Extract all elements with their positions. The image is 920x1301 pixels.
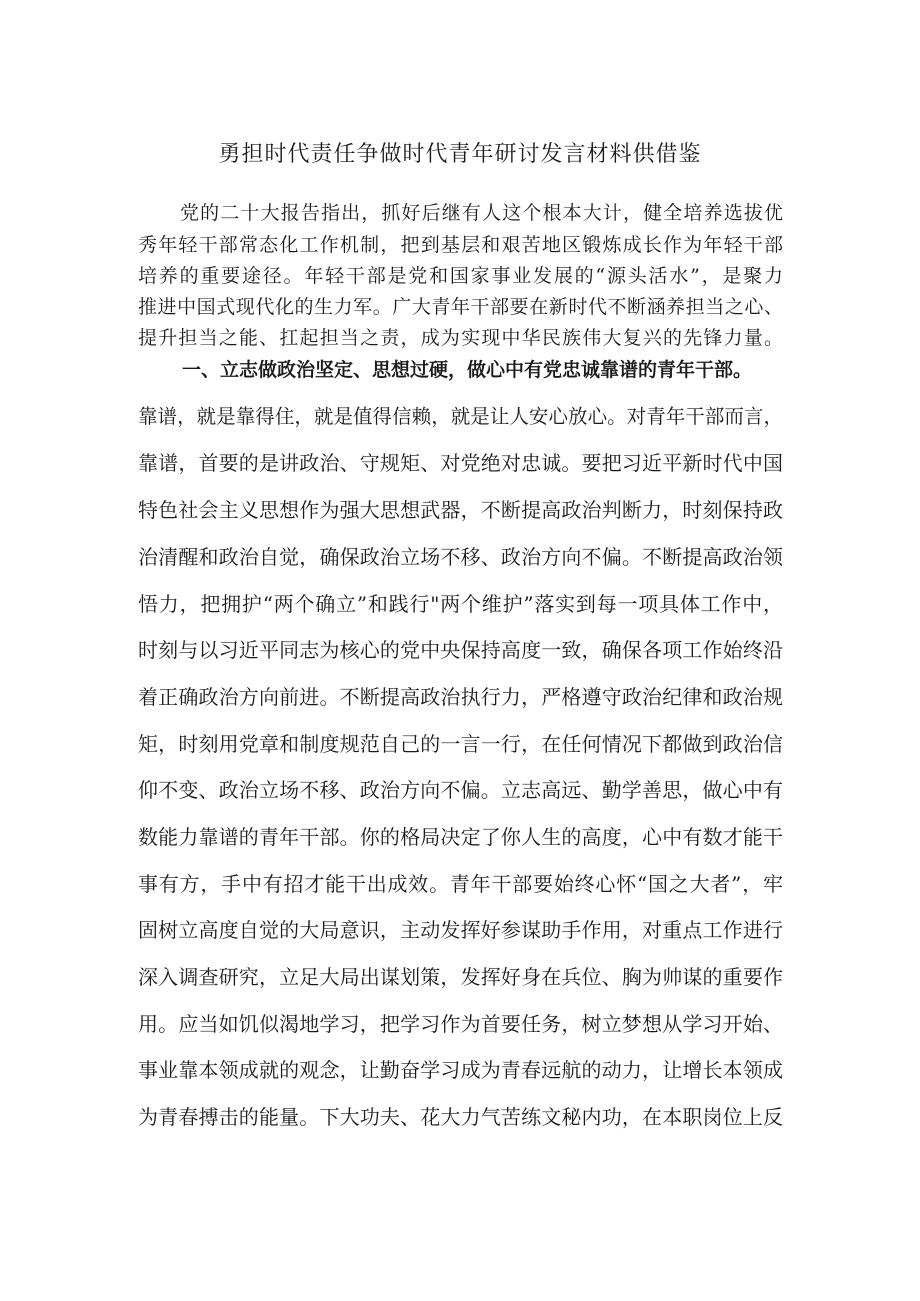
body-line: 着正确政治方向前进。不断提高政治执行力，严格遵守政治纪律和政治规 — [138, 685, 783, 709]
section-heading: 一、立志做政治坚定、思想过硬，做心中有党忠诚靠谱的青年干部。 — [182, 359, 753, 381]
body-line: 事业靠本领成就的观念，让勤奋学习成为青春远航的动力，让增长本领成 — [138, 1058, 783, 1082]
body-line: 数能力靠谱的青年干部。你的格局决定了你人生的高度，心中有数才能干 — [138, 825, 783, 849]
body-line: 事有方，手中有招才能干出成效。青年干部要始终心怀“国之大者”，牢 — [138, 872, 783, 896]
intro-line: 党的二十大报告指出，抓好后继有人这个根本大计，健全培养选拔优 — [180, 202, 783, 224]
body-line: 为青春搏击的能量。下大功夫、花大力气苦练文秘内功，在本职岗位上反 — [138, 1105, 783, 1129]
body-line: 时刻与以习近平同志为核心的党中央保持高度一致，确保各项工作始终沿 — [138, 638, 783, 662]
body-line: 深入调查研究，立足大局出谋划策，发挥好身在兵位、胸为帅谋的重要作 — [138, 965, 783, 989]
intro-line: 秀年轻干部常态化工作机制，把到基层和艰苦地区锻炼成长作为年轻干部 — [138, 234, 783, 256]
body-line: 固树立高度自觉的大局意识，主动发挥好参谋助手作用，对重点工作进行 — [138, 918, 783, 942]
body-line: 用。应当如饥似渴地学习，把学习作为首要任务，树立梦想从学习开始、 — [138, 1012, 783, 1036]
body-line: 靠谱，就是靠得住，就是值得信赖，就是让人安心放心。对青年干部而言， — [138, 405, 783, 428]
body-line: 特色社会主义思想作为强大思想武器，不断提高政治判断力，时刻保持政 — [138, 498, 783, 522]
intro-line: 培养的重要途径。年轻干部是党和国家事业发展的“源头活水”，是聚力 — [138, 265, 783, 287]
body-line: 悟力，把拥护“两个确立”和践行"两个维护”落实到每一项具体工作中， — [138, 592, 783, 616]
body-line: 矩，时刻用党章和制度规范自己的一言一行，在任何情况下都做到政治信 — [138, 732, 783, 756]
body-line: 仰不变、政治立场不移、政治方向不偏。立志高远、勤学善思，做心中有 — [138, 778, 783, 802]
body-line: 治清醒和政治自觉，确保政治立场不移、政治方向不偏。不断提高政治领 — [138, 545, 783, 569]
document-title: 勇担时代责任争做时代青年研讨发言材料供借鉴 — [218, 142, 702, 167]
intro-line: 提升担当之能、扛起担当之责，成为实现中华民族伟大复兴的先锋力量。 — [138, 327, 783, 349]
intro-line: 推进中国式现代化的生力军。广大青年干部要在新时代不断涵养担当之心、 — [138, 296, 783, 318]
body-line: 靠谱，首要的是讲政治、守规矩、对党绝对忠诚。要把习近平新时代中国 — [138, 451, 783, 475]
